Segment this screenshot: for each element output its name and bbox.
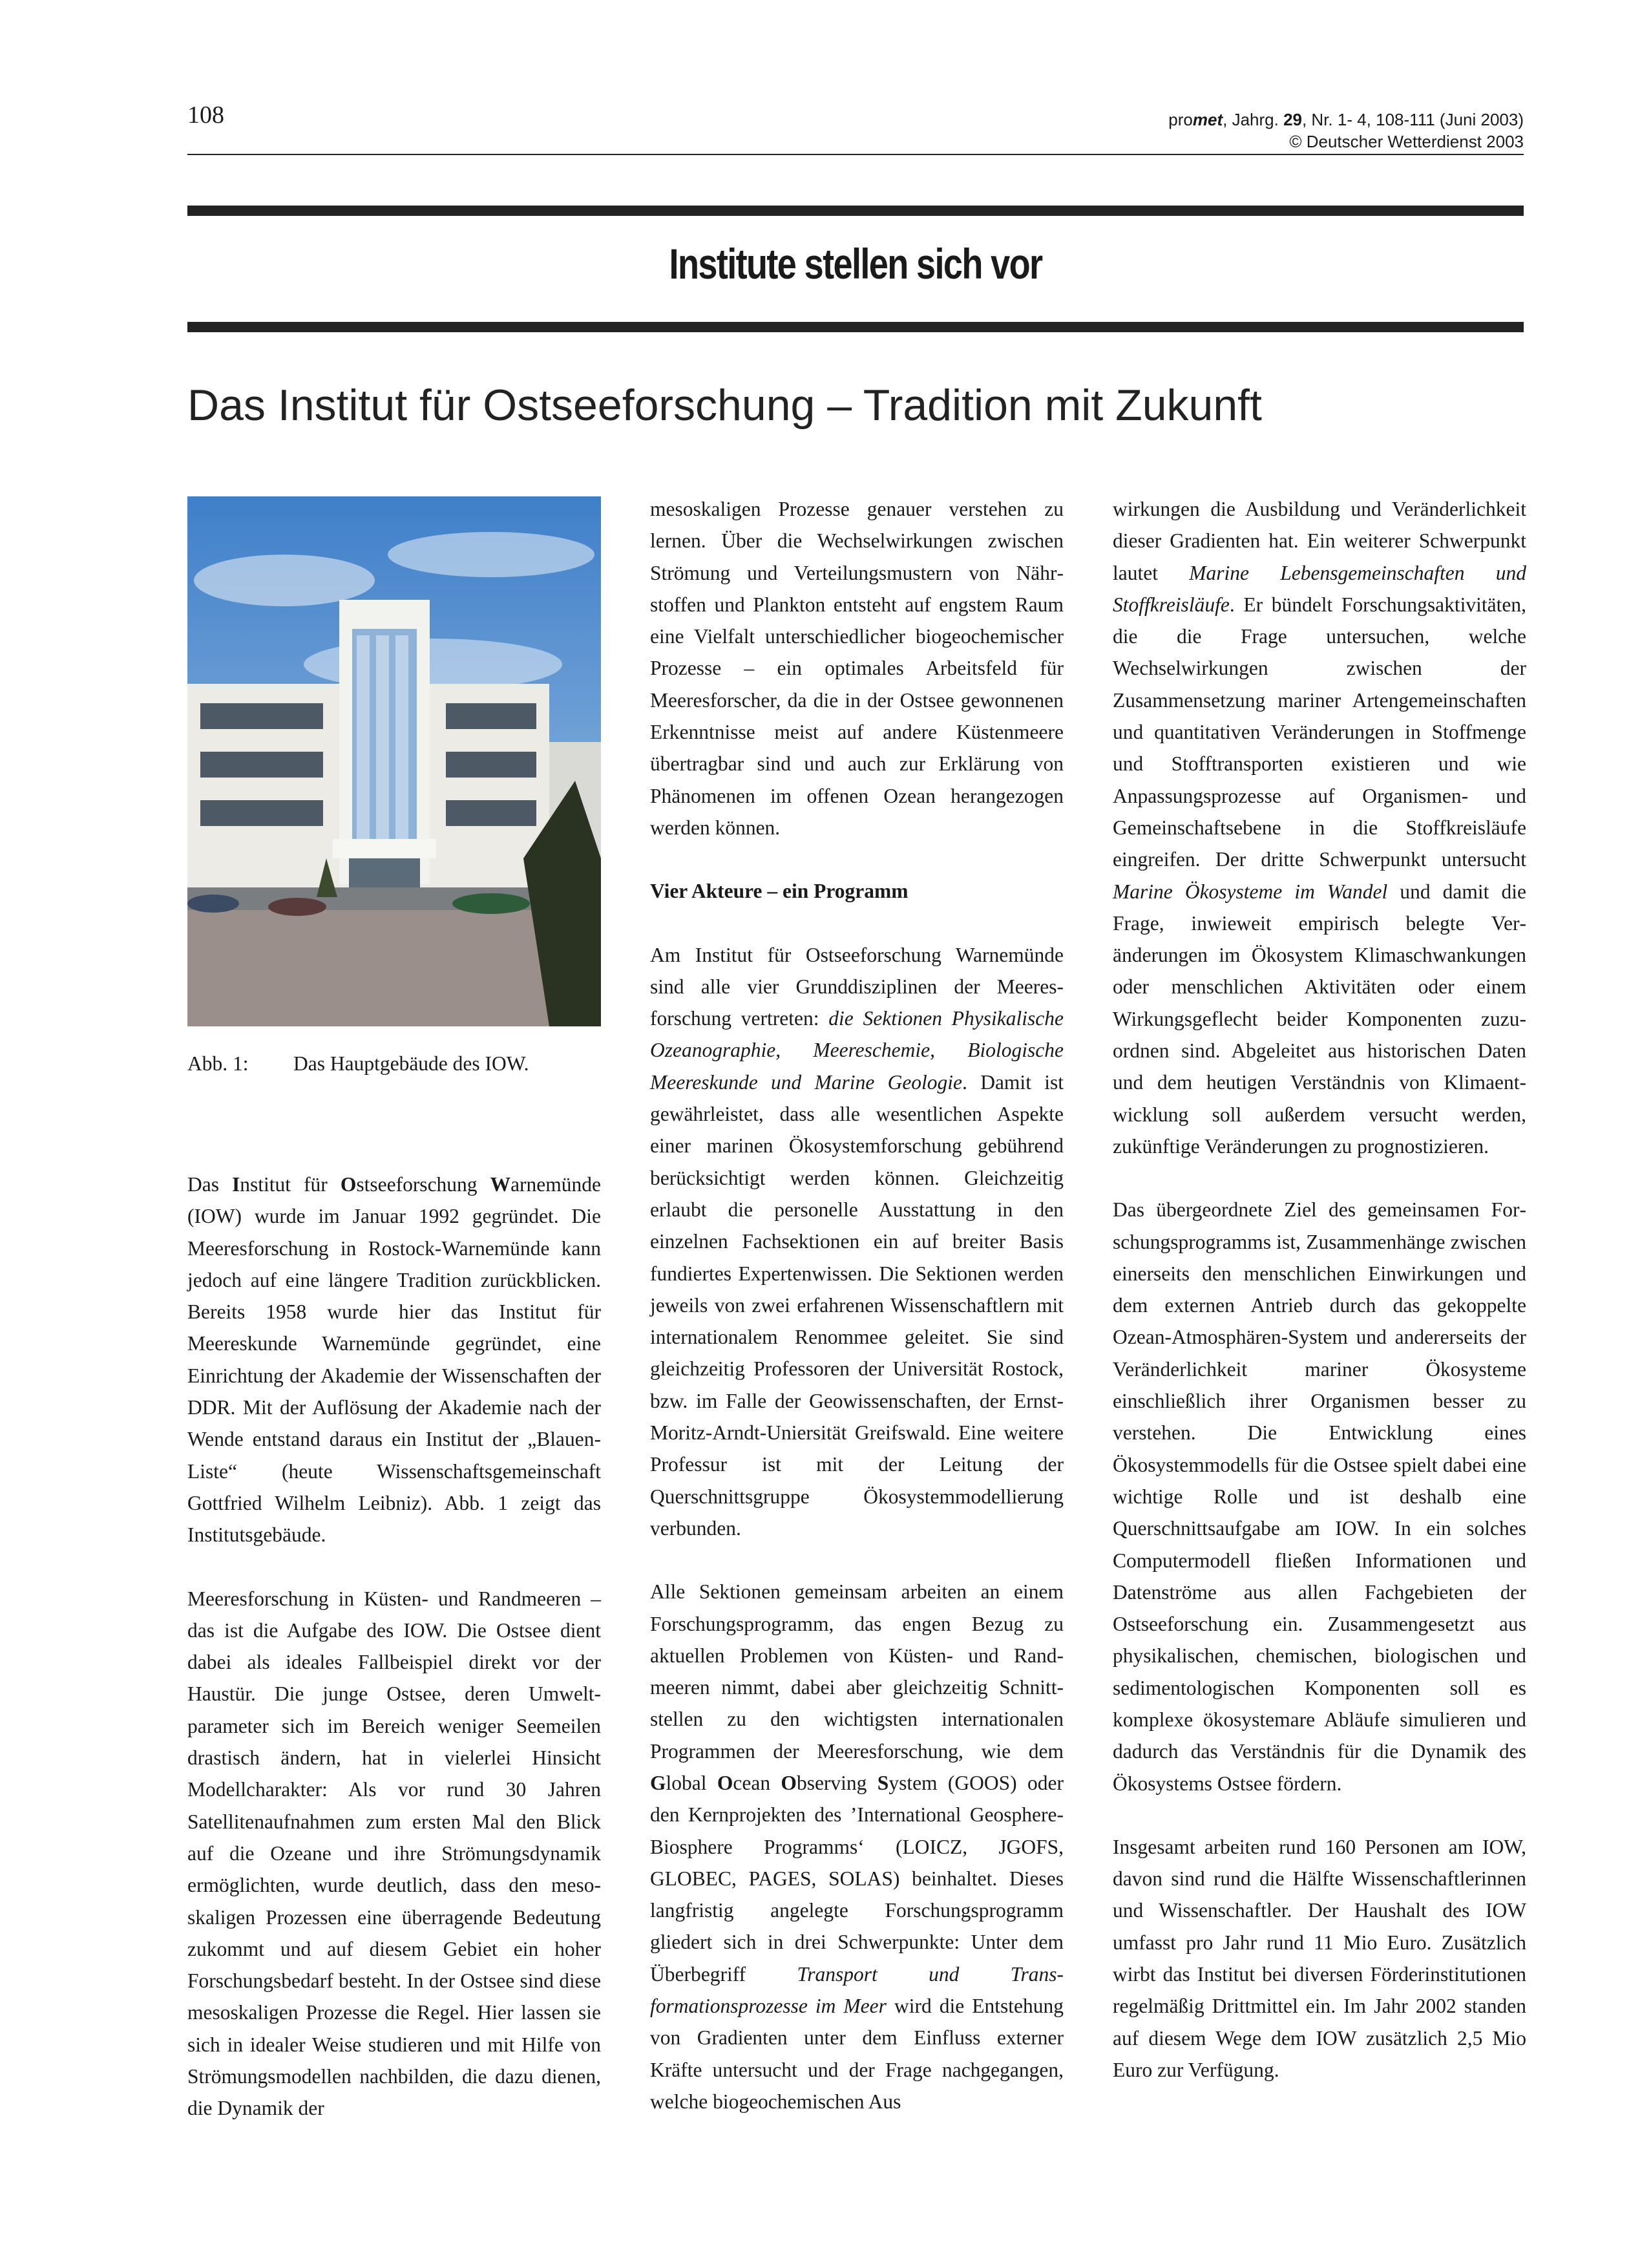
text-column-1 — [187, 1169, 601, 2156]
page-number: 108 — [187, 101, 224, 129]
institute-building-photo — [187, 496, 601, 1026]
section-title: Institute stellen sich vor — [669, 240, 1042, 288]
section-band-bottom — [187, 322, 1524, 332]
figure-caption-text: Das Hauptgebäude des IOW. — [293, 1052, 529, 1075]
figure-caption — [187, 1052, 529, 1076]
paragraph: Das übergeordnete Ziel des gemeinsamen Forschungsprogramms ist, Zusammenhänge zwischen einerseits den menschlichen Einwirkungen und dem externen Antrieb durch das gekoppelte Ozean-Atmosphären-System und andererseits der Veränderlichkeit mariner Ökosysteme einschließlich ihrer Organismen besser zu verstehen. Die Entwicklung eines Ökosystemmodells für die Ostsee spielt dabei eine wichtige Rolle und ist deshalb eine Querschnittsaufgabe am IOW. In ein solches Computermodell fließen Informationen und Datenströme aus allen Fachgebieten der Ostseeforschung ein. Zusammengesetzt aus physikalischen, chemischen, biologischen und sedimentologischen Komponenten soll es komplexe ökosystemare Abläufe simulieren und dadurch das Verständnis für die Dynamik des Ökosystems Ostsee fördern. — [1113, 1198, 1526, 1795]
article-title: Das Institut für Ostseeforschung – Tradition mit Zukunft — [187, 381, 1262, 430]
text-column-3 — [1113, 493, 1526, 2117]
section-band-top — [187, 206, 1524, 216]
paragraph: mesoskaligen Prozesse genauer verstehen zu lernen. Über die Wechselwirkungen zwischen Strömung und Verteilungsmustern von Nährstoffen und Plankton entsteht auf engstem Raum eine Vielfalt unterschiedlicher biogeochemischer Prozesse – ein optimales Arbeitsfeld für Meeresforscher, da die in der Ostsee gewonnenen Erkenntnisse meist auf andere Küstenmeere übertragbar sind und auch zur Erklärung von Phänomenen im offenen Ozean herangezogen werden können. — [650, 498, 1064, 839]
paragraph: Meeresforschung in Küsten- und Randmeeren – das ist die Aufgabe des IOW. Die Ostsee dient dabei als ideales Fallbeispiel direkt vor der Haustür. Die junge Ostsee, deren Umweltparameter sich im Bereich weniger Seemeilen drastisch ändern, hat in vielerlei Hinsicht Modellcharakter: Als vor rund 30 Jahren Satellitenaufnahmen zum ersten Mal den Blick auf die Ozeane und ihre Strömungsdynamik ermöglichten, wurde deutlich, dass den mesoskaligen Prozessen eine überragende Bedeutung zukommt und auf diesem Gebiet ein hoher Forschungsbedarf besteht. In der Ostsee sind diese mesoskaligen Prozesse die Regel. Hier lassen sie sich in idealer Weise studieren und mit Hilfe von Strömungsmodellen nachbilden, die dazu dienen, die Dynamik der — [187, 1587, 601, 2120]
header-rule — [187, 154, 1524, 155]
paragraph: wirkungen die Ausbildung und Veränderlichkeit dieser Gradienten hat. Ein weiterer Schwerpunkt lautet Marine Lebensgemeinschaften und Stoffkreisläufe. Er bündelt Forschungsaktivitäten, die die Frage untersuchen, welche Wechselwirkungen zwischen der Zusammensetzung mariner Artengemeinschaften und quantitativen Veränderungen in Stoffmenge und Stofftransporten existieren und wie Anpassungsprozesse auf Organismen- und Gemeinschaftsebene in die Stoffkreisläufe eingreifen. Der dritte Schwerpunkt untersucht Marine Ökosysteme im Wandel und damit die Frage, inwieweit empirisch belegte Veränderungen im Ökosystem Klimaschwankungen oder menschlichen Aktivitäten oder einem Wirkungsgeflecht beider Komponenten zuzuordnen sind. Abgeleitet aus historischen Daten und dem heutigen Verständnis von Klimaentwicklung soll außerdem versucht werden, zukünftige Veränderungen zu prognostizieren. — [1113, 498, 1526, 1158]
subheading: Vier Akteure – ein Programm — [650, 880, 909, 903]
copyright-line: © Deutscher Wetterdienst 2003 — [1289, 132, 1524, 151]
journal-header — [1168, 109, 1524, 153]
text-column-2 — [650, 493, 1064, 2149]
paragraph: Alle Sektionen gemeinsam arbeiten an einem Forschungsprogramm, das engen Bezug zu aktuellen Problemen von Küsten- und Randmeeren nimmt, dabei aber gleichzeitig Schnittstellen zu den wichtigsten internationalen Programmen der Meeresforschung, wie dem Global Ocean Observing System (GOOS) oder den Kernprojekten des ’International Geosphere-Biosphere Programms‘ (LOICZ, JGOFS, GLOBEC, PAGES, SOLAS) beinhaltet. Dieses langfristig angelegte Forschungsprogramm gliedert sich in drei Schwerpunkte: Unter dem Überbegriff Transport und Transformationsprozesse im Meer wird die Entstehung von Gradienten unter dem Einfluss externer Kräfte untersucht und der Frage nachgegangen, welche biogeochemischen Aus — [650, 1580, 1064, 2113]
journal-citation: promet, Jahrg. 29, Nr. 1- 4, 108-111 (Juni 2003) — [1168, 110, 1524, 129]
figure-caption-label: Abb. 1: — [187, 1052, 249, 1075]
paragraph: Das Institut für Ostseeforschung Warnemünde (IOW) wurde im Januar 1992 gegründet. Die Meeresforschung in Rostock-Warnemünde kann jedoch auf eine längere Tradition zurückblicken. Bereits 1958 wurde hier das Institut für Meereskunde Warnemünde gegründet, eine Einrichtung der Akademie der Wissenschaften der DDR. Mit der Auflösung der Akademie nach der Wende entstand daraus ein Institut der „Blauen-Liste“ (heute Wissenschaftsgemeinschaft Gottfried Wilhelm Leibniz). Abb. 1 zeigt das Institutsgebäude. — [187, 1173, 602, 1547]
paragraph: Am Institut für Ostseeforschung Warnemünde sind alle vier Grunddisziplinen der Meeresforschung vertreten: die Sektionen Physikalische Ozeanographie, Meereschemie, Biologische Meereskunde und Marine Geologie. Damit ist gewährleistet, dass alle wesentlichen Aspekte einer marinen Ökosystemforschung gebührend berücksichtigt werden können. Gleichzeitig erlaubt die personelle Ausstattung in den einzelnen Fachsektionen ein auf breiter Basis fundiertes Expertenwissen. Die Sektionen werden jeweils von zwei erfahrenen Wissenschaftlern mit internationalem Renommee geleitet. Sie sind gleichzeitig Professoren der Universität Rostock, bzw. im Falle der Geowissenschaften, der Ernst-Moritz-Arndt-Uniersität Greifswald. Eine weitere Professur ist mit der Leitung der Querschnittsgruppe Ökosystemmodellierung verbunden. — [650, 943, 1064, 1540]
paragraph: Insgesamt arbeiten rund 160 Personen am IOW, davon sind rund die Hälfte Wissenschaftlerinnen und Wissenschaftler. Der Haushalt des IOW umfasst pro Jahr rund 11 Mio Euro. Zusätzlich wirbt das Institut bei diversen Förderinstitutionen regelmäßig Drittmittel ein. Im Jahr 2002 standen auf diesem Wege dem IOW zusätzlich 2,5 Mio Euro zur Verfügung. — [1113, 1835, 1526, 2081]
